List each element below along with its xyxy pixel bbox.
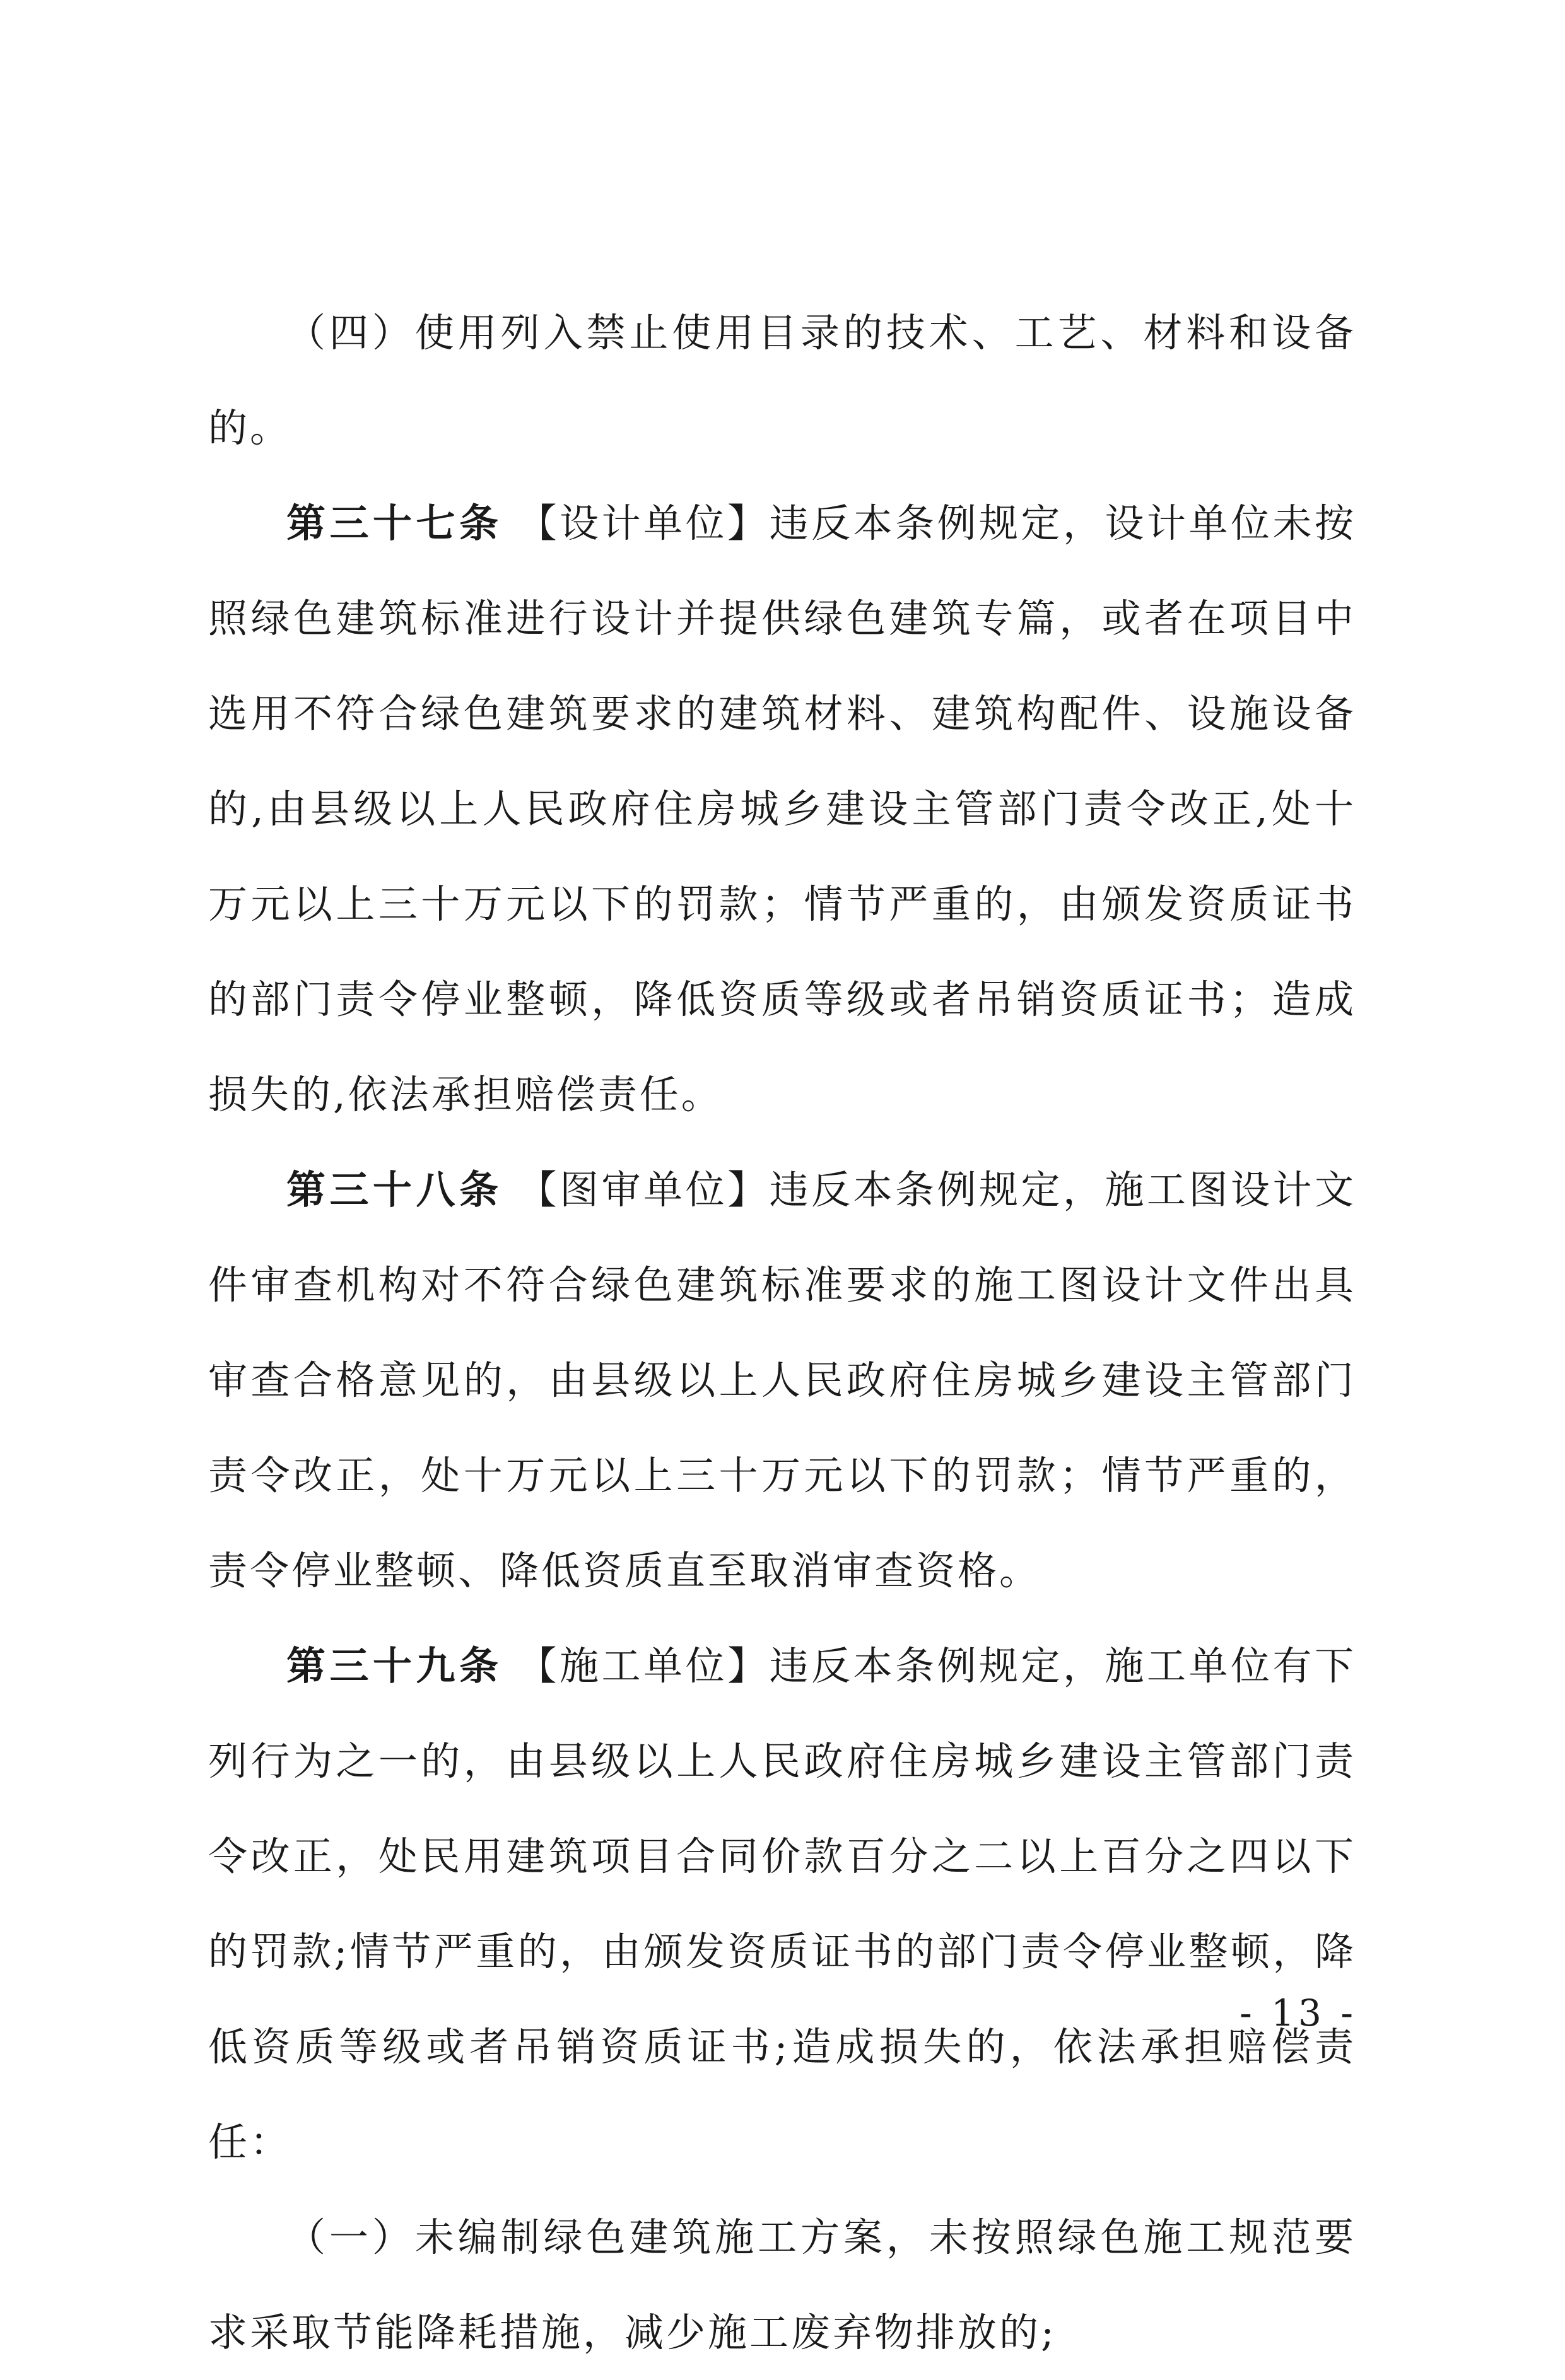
article-number: 第三十九条 [286, 1643, 503, 1689]
paragraph-item-1 [208, 2190, 1356, 2380]
article-text: 违反本条例规定，施工单位有下列行为之一的，由县级以上人民政府住房城乡建设主管部门责令改正，处民用建筑项目合同价款百分之二以上百分之四以下的罚款;情节严重的，由颁发资质证书的部门责令停业整顿，降低资质等级或者吊销资质证书;造成损失的，依法承担赔偿责任： [208, 1643, 1356, 2165]
article-37 [208, 475, 1356, 1142]
paragraph-text: （四）使用列入禁止使用目录的技术、工艺、材料和设备的。 [208, 310, 1356, 451]
article-text: 违反本条例规定，施工图设计文件审查机构对不符合绿色建筑标准要求的施工图设计文件出具审查合格意见的，由县级以上人民政府住房城乡建设主管部门责令改正，处十万元以上三十万元以下的罚款；情节严重的，责令停业整顿、降低资质直至取消审查资格。 [208, 1167, 1356, 1594]
article-text: 违反本条例规定，设计单位未按照绿色建筑标准进行设计并提供绿色建筑专篇，或者在项目中选用不符合绿色建筑要求的建筑材料、建筑构配件、设施设备的,由县级以上人民政府住房城乡建设主管部门责令改正,处十万元以上三十万元以下的罚款；情节严重的，由颁发资质证书的部门责令停业整顿，降低资质等级或者吊销资质证书；造成损失的,依法承担赔偿责任。 [208, 500, 1356, 1117]
article-title: 【设计单位】 [517, 500, 770, 546]
article-38 [208, 1142, 1356, 1618]
paragraph-item-4 [208, 285, 1356, 475]
article-39 [208, 1618, 1356, 2190]
article-number: 第三十八条 [286, 1167, 503, 1213]
article-number: 第三十七条 [286, 500, 503, 546]
document-body [208, 285, 1356, 2380]
paragraph-text: （一）未编制绿色建筑施工方案，未按照绿色施工规范要求采取节能降耗措施，减少施工废弃物排放的; [208, 2214, 1356, 2355]
article-title: 【施工单位】 [517, 1643, 770, 1689]
article-title: 【图审单位】 [517, 1167, 770, 1213]
page-number: - 13 - [1240, 1992, 1357, 2034]
